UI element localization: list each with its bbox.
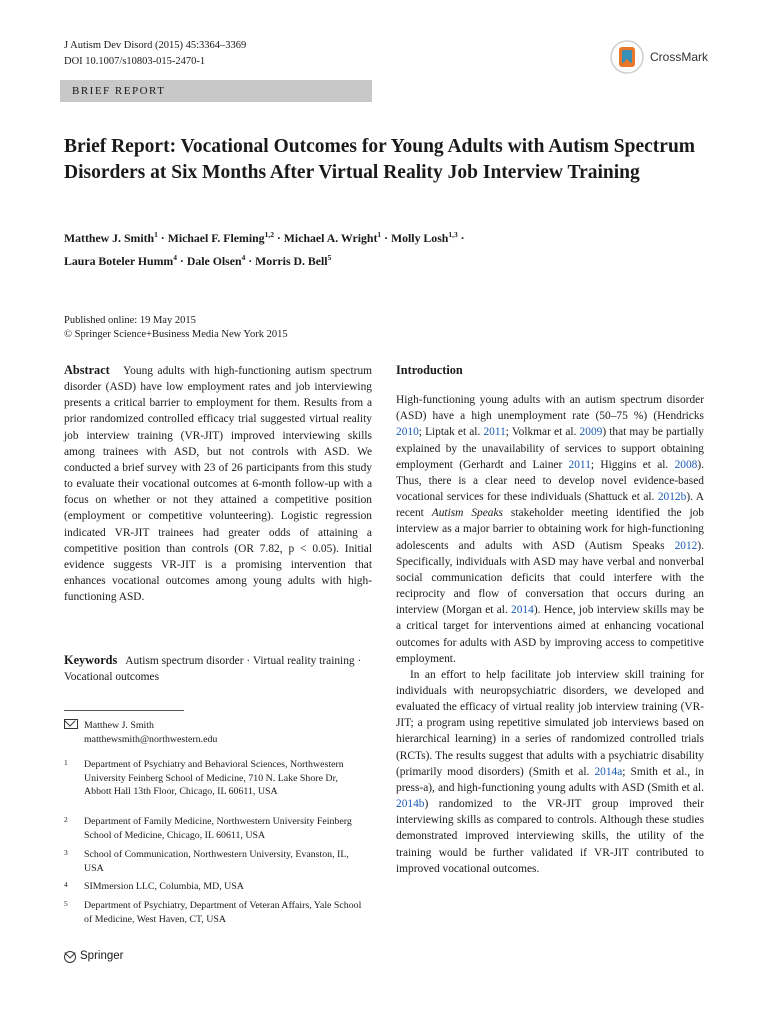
correspondence-name: Matthew J. Smith <box>84 720 154 731</box>
author-separator: · <box>157 230 168 245</box>
crossmark-label: CrossMark <box>650 50 709 64</box>
author-line-2 <box>64 248 704 271</box>
abstract <box>64 362 372 605</box>
body-text: ; Higgins et al. <box>590 458 675 471</box>
author-name: Michael A. Wright <box>283 230 378 245</box>
citation-link[interactable]: 2009 <box>579 426 603 439</box>
author-line-1 <box>64 225 704 248</box>
footnote-divider <box>64 710 184 711</box>
citation-link[interactable]: 2014a <box>594 765 623 778</box>
body-text: ). Thus, there is a clear need to develop novel evidence-based vocational services for these individuals (Shattuck et al. <box>396 458 704 504</box>
journal-citation: J Autism Dev Disord (2015) 45:3364–3369 <box>64 40 247 51</box>
citation-link[interactable]: 2014 <box>511 604 534 617</box>
introduction-section <box>396 362 704 877</box>
introduction-heading: Introduction <box>396 363 463 377</box>
keywords <box>64 652 372 685</box>
author-separator: · <box>176 253 187 268</box>
affiliation-text: Department of Family Medicine, Northwestern University Feinberg School of Medicine, Chicago, IL 60611, USA <box>84 816 352 841</box>
author-name: Morris D. Bell <box>255 253 328 268</box>
affiliation-number: 3 <box>64 848 68 857</box>
author-list <box>64 225 704 271</box>
citation-link[interactable]: 2014b <box>396 798 425 811</box>
body-text: ) randomized to the VR-JIT group improved their interviewing skills as compared to controls. Although these studies demonstrated improved interviewing skills, the utility of the training would be further validated if VR-JIT contributed to improved vocational outcomes. <box>396 798 704 875</box>
author-affiliation-sup: 1 <box>154 230 158 239</box>
author-affiliation-sup: 4 <box>173 252 177 262</box>
publisher-name: Springer <box>80 950 124 962</box>
publication-info <box>64 314 288 342</box>
keywords-label: Keywords <box>64 653 118 667</box>
author-separator: · <box>273 230 284 245</box>
correspondence-email[interactable]: matthewsmith@northwestern.edu <box>84 733 218 745</box>
body-text: ) that may be partially explained by the unavailability of services to support obtaining employment (Gerhardt and Lainer <box>396 426 704 471</box>
affiliation-text: Department of Psychiatry, Department of Veteran Affairs, Yale School of Medicine, West Haven, CT, USA <box>84 900 362 925</box>
affiliation-number: 5 <box>64 899 68 908</box>
introduction-paragraph-2 <box>396 667 704 877</box>
affiliation-4 <box>64 880 364 894</box>
affiliation-number: 4 <box>64 880 68 889</box>
affiliation-text: School of Communication, Northwestern University, Evanston, IL, USA <box>84 849 349 874</box>
body-text: ). Specifically, individuals with ASD may have verbal and nonverbal social communication deficits that could interfere with the reciprocity and flow of conversation that occurs during an interview (Morgan et al. <box>396 539 704 617</box>
citation-link[interactable]: 2012 <box>674 539 698 552</box>
citation-link[interactable]: 2010 <box>396 426 419 439</box>
article-title: Brief Report: Vocational Outcomes for Young Adults with Autism Spectrum Disorders at Six Months After Virtual Reality Job Interview Training <box>64 136 696 183</box>
affiliation-number: 1 <box>64 758 68 767</box>
citation-link[interactable]: 2011 <box>568 458 591 471</box>
affiliation-text: SIMmersion LLC, Columbia, MD, USA <box>84 881 244 892</box>
copyright: © Springer Science+Business Media New York 2015 <box>64 329 288 340</box>
affiliation-2 <box>64 815 364 842</box>
crossmark-badge[interactable] <box>610 40 720 74</box>
section-type-bar: BRIEF REPORT <box>60 80 372 102</box>
envelope-icon <box>64 719 78 729</box>
page-footer <box>64 950 123 962</box>
abstract-label: Abstract <box>64 363 110 377</box>
author-separator: · <box>245 253 256 268</box>
body-text: ). Hence, job interview skills may be a critical target for interventions aimed at enhancing vocational outcomes for adults with ASD by improving access to competitive employment. <box>396 604 704 665</box>
body-text: Hendricks <box>657 410 704 423</box>
author-separator: · <box>381 230 391 245</box>
author-affiliation-sup: 1 <box>377 230 382 239</box>
author-affiliation-sup: 5 <box>327 252 332 262</box>
correspondence <box>64 718 364 746</box>
author-affiliation-sup: 1,3 <box>448 230 458 239</box>
affiliation-5 <box>64 899 364 926</box>
author-affiliation-sup: 4 <box>241 252 246 262</box>
citation-link[interactable]: 2012b <box>657 491 687 504</box>
author-name: Laura Boteler Humm <box>64 253 174 268</box>
body-text: ). A recent <box>396 491 704 520</box>
published-date: Published online: 19 May 2015 <box>64 315 196 326</box>
keywords-text: Autism spectrum disorder · Virtual reality training · Vocational outcomes <box>64 655 362 684</box>
body-text: ; Volkmar et al. <box>505 426 580 439</box>
author-name: Michael F. Fleming <box>167 230 265 245</box>
author-name: Dale Olsen <box>186 253 242 268</box>
author-name: Matthew J. Smith <box>64 230 155 245</box>
citation-link[interactable]: 2011 <box>483 426 506 439</box>
introduction-paragraph-1 <box>396 392 704 667</box>
body-text: ; Smith et al., in press-a), and high-functioning young adults with ASD (Smith et al. <box>396 765 704 794</box>
author-separator: · <box>457 230 465 245</box>
italic-text: Autism Speaks <box>431 507 503 520</box>
body-text: In an effort to help facilitate job interview skill training for individuals with neuropsychiatric disorders, we developed and evaluated the efficacy of virtual reality job interview training (VR-JIT; a program using repetitive simulated job interviews based on hierarchical learning) in a series of randomized controlled trials (RCTs). The results suggest that adults with a psychiatric disability (primarily mood disorders) (Smith et al. <box>396 668 704 778</box>
doi-link[interactable]: DOI 10.1007/s10803-015-2470-1 <box>64 56 206 67</box>
author-affiliation-sup: 1,2 <box>264 230 274 239</box>
abstract-text: Young adults with high-functioning autism spectrum disorder (ASD) have low employment rates and job interviewing presents a critical barrier to employment for them. Results from a prior randomized controlled efficacy trial suggested virtual reality job interview training (VR-JIT) improved interviewing skills among trainees with ASD, but not controls with ASD. We conducted a brief survey with 23 of 26 participants from this study to evaluate their vocational outcomes at 6-month follow-up with a focus on whether or not they attained a competitive position (employment or competitive volunteering). Logistic regression indicated VR-JIT trainees had greater odds of attaining a competitive position than controls (OR 7.82, p < 0.05). Initial evidence suggests VR-JIT is a promising intervention that enhances vocational outcomes among young adults with high-functioning ASD. <box>64 365 373 604</box>
springer-logo-icon <box>64 951 76 963</box>
citation-link[interactable]: 2008 <box>674 458 698 471</box>
affiliation-1 <box>64 758 364 799</box>
affiliation-3 <box>64 848 364 875</box>
affiliation-number: 2 <box>64 815 68 824</box>
body-text: High-functioning young adults with an autism spectrum disorder (ASD) have a high unemployment rate (50–75 %) ( <box>396 394 704 423</box>
body-text: ; Liptak et al. <box>418 426 484 439</box>
crossmark-icon <box>610 40 644 74</box>
author-name: Molly Losh <box>391 230 449 245</box>
body-text: stakeholder meeting identified the job interview as a major barrier to obtaining work for high-functioning adolescents and adults with ASD (Autism Speaks <box>396 507 704 552</box>
affiliation-text: Department of Psychiatry and Behavioral Sciences, Northwestern University Feinberg School of Medicine, 710 N. Lake Shore Dr, Abbott Hall 13th Floor, Chicago, IL 60611, USA <box>84 759 344 797</box>
